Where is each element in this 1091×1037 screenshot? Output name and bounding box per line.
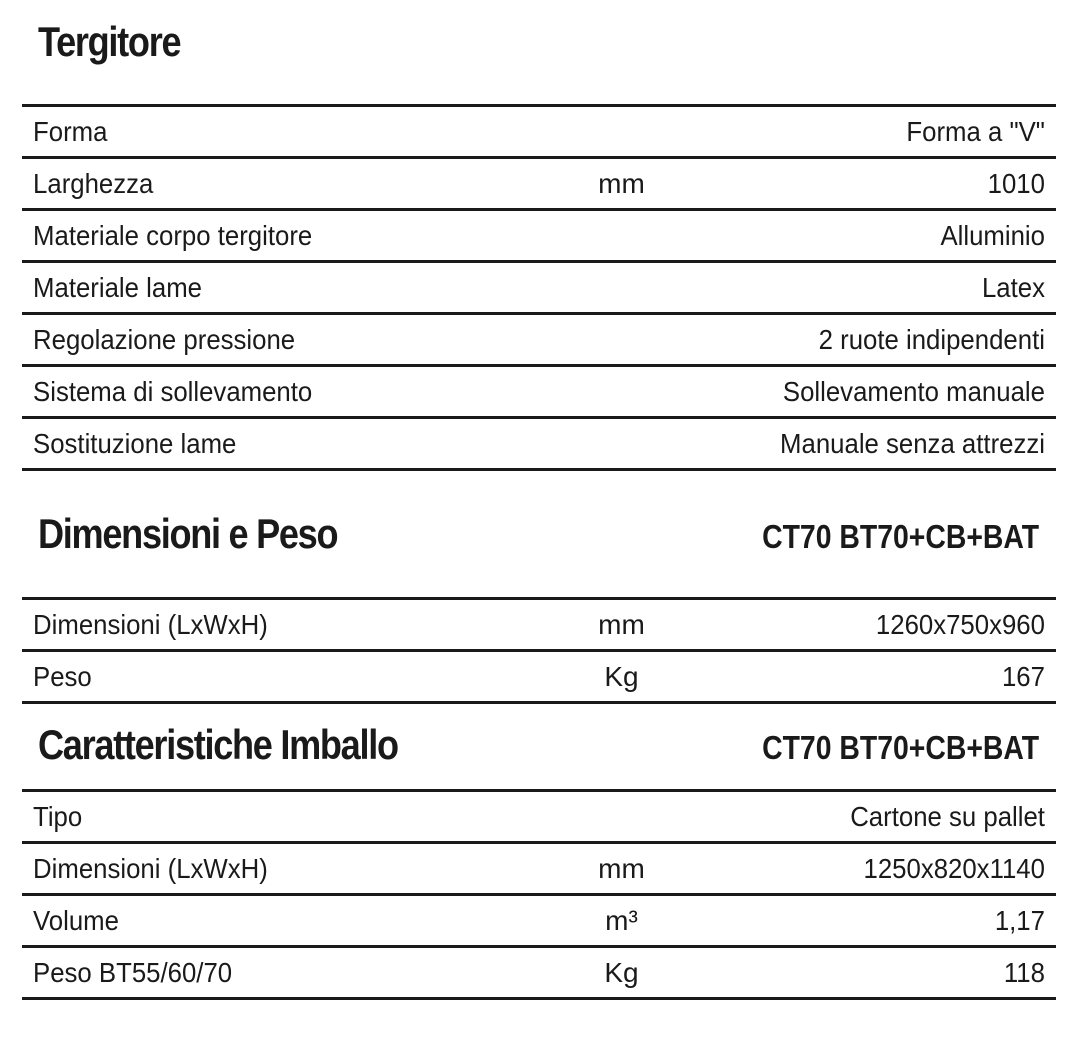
section-title: Caratteristiche Imballo xyxy=(38,721,398,768)
row-unit: m³ xyxy=(605,904,638,936)
table-row xyxy=(22,896,1056,948)
section-header-imballo xyxy=(38,721,1039,769)
row-value: Alluminio xyxy=(940,219,1045,251)
table-row xyxy=(22,107,1056,159)
table-row xyxy=(22,948,1056,1000)
table-row xyxy=(22,844,1056,896)
spec-table-imballo xyxy=(22,789,1056,1000)
row-value: Latex xyxy=(981,271,1045,303)
row-value: 1260x750x960 xyxy=(875,608,1045,640)
row-label: Materiale corpo tergitore xyxy=(33,219,313,251)
row-label: Sostituzione lame xyxy=(33,427,237,459)
table-row xyxy=(22,652,1056,704)
row-unit: mm xyxy=(598,167,645,199)
row-value: 1010 xyxy=(987,167,1045,199)
row-label: Dimensioni (LxWxH) xyxy=(33,852,268,884)
row-value: Forma a "V" xyxy=(906,115,1045,147)
table-row xyxy=(22,315,1056,367)
table-row xyxy=(22,792,1056,844)
section-title: Dimensioni e Peso xyxy=(38,510,338,557)
row-label: Peso xyxy=(33,660,92,692)
row-label: Materiale lame xyxy=(33,271,202,303)
row-label: Volume xyxy=(33,904,119,936)
spec-table-dimensioni xyxy=(22,597,1056,704)
row-label: Larghezza xyxy=(33,167,154,199)
row-unit: mm xyxy=(598,608,645,640)
row-label: Sistema di sollevamento xyxy=(33,375,313,407)
row-label: Regolazione pressione xyxy=(33,323,296,355)
row-value: 1250x820x1140 xyxy=(863,852,1045,884)
row-value: Cartone su pallet xyxy=(850,800,1045,832)
row-value: Manuale senza attrezzi xyxy=(780,427,1045,459)
table-row xyxy=(22,367,1056,419)
section-header-dimensioni xyxy=(38,510,1039,558)
row-label: Forma xyxy=(33,115,108,147)
row-value: 1,17 xyxy=(994,904,1045,936)
row-unit: Kg xyxy=(604,956,639,988)
table-row xyxy=(22,263,1056,315)
table-row xyxy=(22,600,1056,652)
section-model-label: CT70 BT70+CB+BAT xyxy=(761,729,1039,766)
table-row xyxy=(22,419,1056,471)
row-label: Dimensioni (LxWxH) xyxy=(33,608,268,640)
row-value: Sollevamento manuale xyxy=(782,375,1045,407)
row-value: 118 xyxy=(1003,956,1045,988)
row-unit: Kg xyxy=(604,660,639,692)
spec-table-tergitore xyxy=(22,104,1056,471)
section-model-label: CT70 BT70+CB+BAT xyxy=(761,518,1039,555)
section-title: Tergitore xyxy=(38,18,181,65)
section-header-tergitore xyxy=(38,18,1039,66)
row-value: 167 xyxy=(1001,660,1045,692)
row-value: 2 ruote indipendenti xyxy=(818,323,1045,355)
row-unit: mm xyxy=(598,852,645,884)
row-label: Peso BT55/60/70 xyxy=(33,956,233,988)
table-row xyxy=(22,159,1056,211)
row-label: Tipo xyxy=(33,800,83,832)
table-row xyxy=(22,211,1056,263)
